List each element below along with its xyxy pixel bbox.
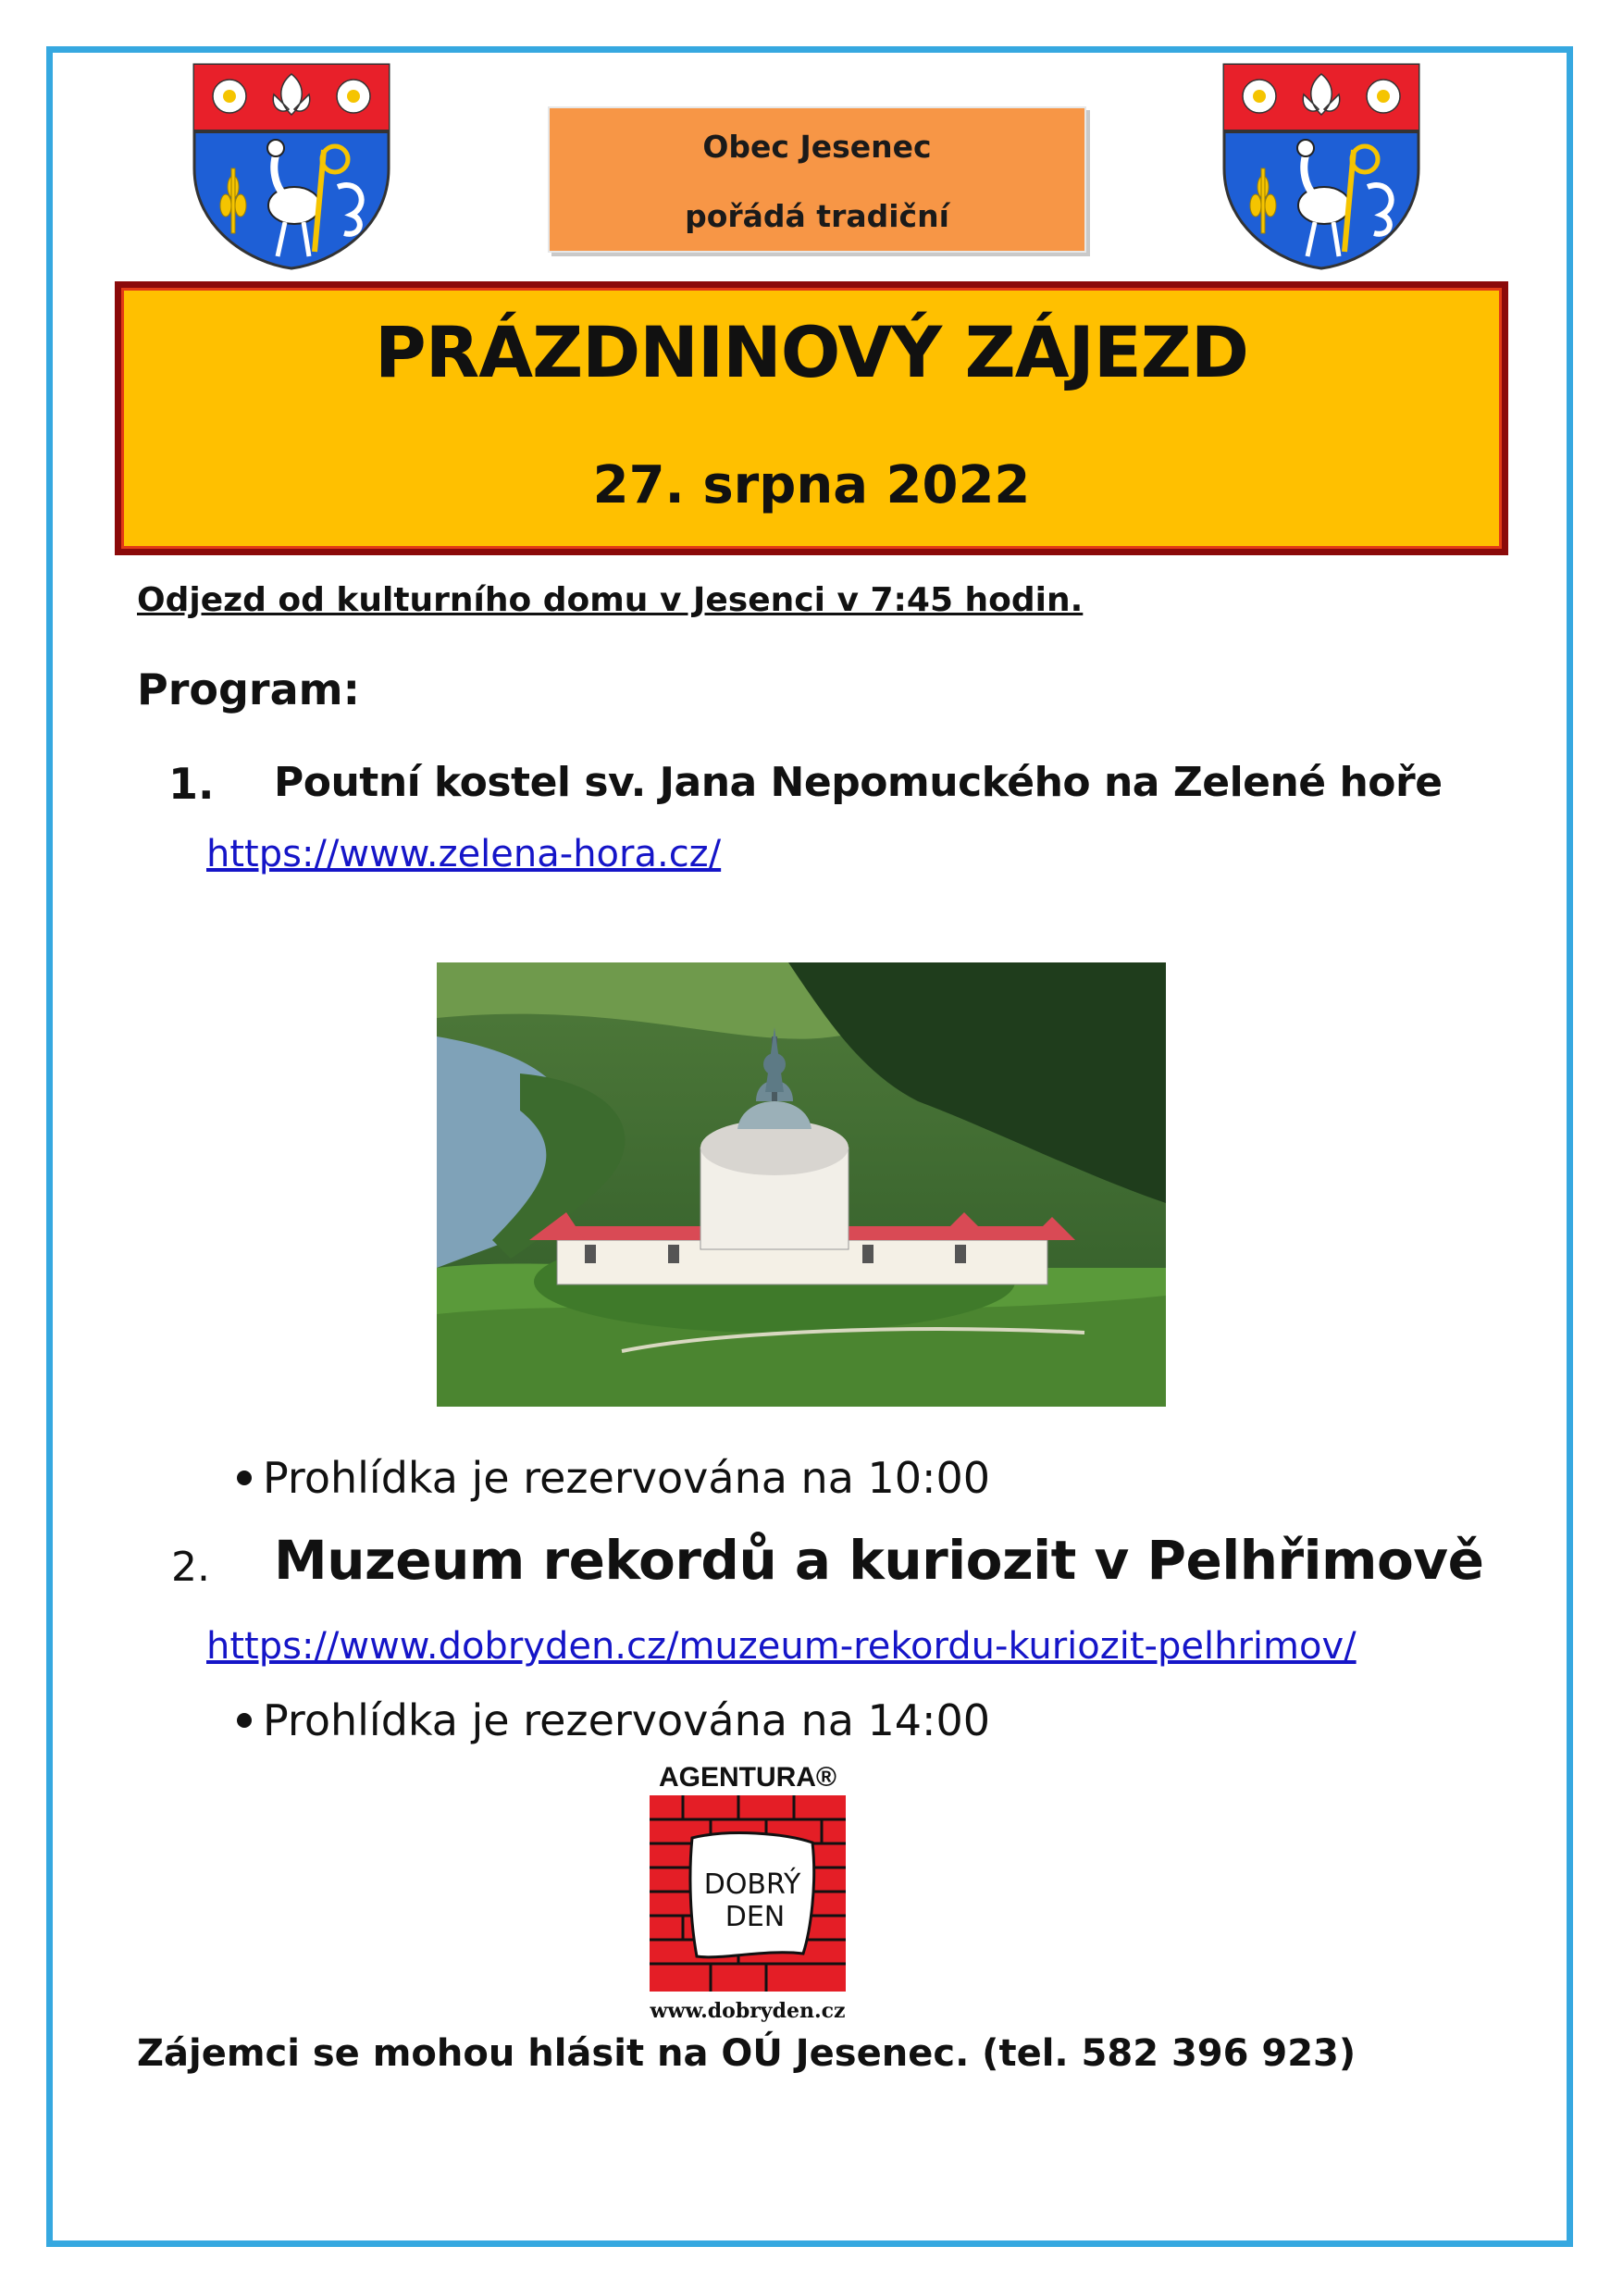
departure-info: Odjezd od kulturního domu v Jesenci v 7:45 hodin.: [137, 581, 1084, 619]
agency-logo-word1: DOBRÝ: [703, 1868, 801, 1901]
church-photo: [437, 962, 1166, 1407]
event-title: PRÁZDNINOVÝ ZÁJEZD: [375, 311, 1248, 393]
bullet-icon: [237, 1471, 252, 1485]
program-item-1-note: [237, 1453, 990, 1503]
program-item-1-title: Poutní kostel sv. Jana Nepomuckého na Zelené hoře: [274, 759, 1443, 806]
headline-inner: [121, 288, 1502, 549]
organizer-box: [548, 106, 1086, 253]
program-item-2-note-text: Prohlídka je rezervována na 14:00: [263, 1695, 991, 1745]
event-date: 27. srpna 2022: [592, 455, 1031, 515]
contact-info: Zájemci se mohou hlásit na OÚ Jesenec. (tel. 582 396 923): [137, 2032, 1357, 2075]
agency-logo-word2: DEN: [725, 1901, 786, 1933]
bullet-icon: [237, 1713, 252, 1728]
coat-of-arms-left-icon: [185, 57, 398, 270]
organizer-name: Obec Jesenec: [702, 129, 932, 165]
agency-logo-url: www.dobryden.cz: [650, 1999, 846, 2023]
program-item-2-link[interactable]: https://www.dobryden.cz/muzeum-rekordu-kuriozit-pelhrimov/: [206, 1625, 1357, 1668]
coat-of-arms-right-icon: [1215, 57, 1428, 270]
organizer-subtitle: pořádá tradiční: [685, 198, 949, 234]
agency-logo: [646, 1755, 849, 2023]
agency-logo-top-text: AGENTURA®: [658, 1762, 837, 1793]
program-heading: Program:: [137, 664, 360, 714]
headline-box: [115, 281, 1508, 555]
program-item-2-number: 2.: [171, 1544, 210, 1591]
program-item-2-title: Muzeum rekordů a kuriozit v Pelhřimově: [274, 1529, 1484, 1592]
program-item-2-note: [237, 1695, 990, 1745]
program-item-1-number: 1.: [168, 759, 215, 809]
program-item-1-note-text: Prohlídka je rezervována na 10:00: [263, 1453, 991, 1503]
program-item-1-link[interactable]: https://www.zelena-hora.cz/: [206, 833, 722, 875]
